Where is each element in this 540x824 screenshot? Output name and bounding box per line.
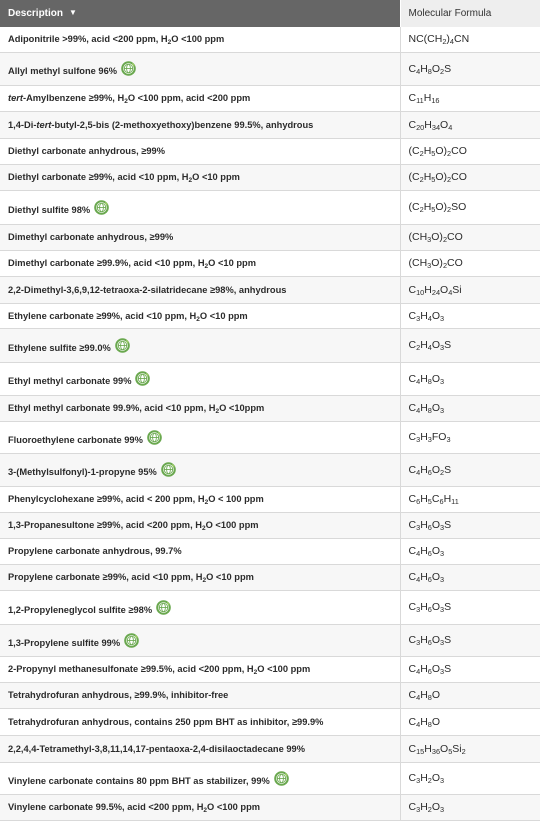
- table-row[interactable]: [0, 762, 540, 794]
- molecular-formula-text: $C_4H_6O_3S$: [408, 663, 452, 676]
- molecular-formula: [400, 708, 540, 735]
- table-row[interactable]: [0, 276, 540, 303]
- table-row[interactable]: [0, 421, 540, 453]
- molecular-formula-text: $C_3H_6O_3S$: [408, 601, 452, 614]
- product-description-text: Diethyl sulfite 98%: [8, 204, 91, 215]
- molecular-formula: [400, 762, 540, 794]
- molecular-formula-text: $C_6H_5C_6H_{11}$: [408, 493, 459, 506]
- table-row[interactable]: [0, 538, 540, 564]
- product-description-text: 2-Propynyl methanesulfonate ≥99.5%, acid <200 ppm, $H_2O <100$ ppm: [8, 664, 311, 676]
- table-row[interactable]: [0, 395, 540, 421]
- molecular-formula-text: $C_3H_4O_3$: [408, 309, 445, 323]
- product-description-text: Ethylene carbonate ≥99%, acid <10 ppm, $H_2O <10$ ppm: [8, 310, 248, 323]
- product-description-text: 3-(Methylsulfonyl)-1-propyne 95%: [8, 467, 157, 477]
- table-row[interactable]: [0, 624, 540, 656]
- product-description[interactable]: [0, 276, 400, 303]
- table-row[interactable]: [0, 512, 540, 538]
- molecular-formula-text: $(C_2H_5O)_2CO$: [408, 171, 467, 184]
- product-description[interactable]: [0, 512, 400, 538]
- product-description-text: 1,2-Propyleneglycol sulfite ≥98%: [8, 604, 153, 615]
- product-description[interactable]: [0, 224, 400, 250]
- green-alternative-globe-icon[interactable]: [134, 370, 151, 387]
- table-row[interactable]: [0, 794, 540, 820]
- molecular-formula-text: $C_4H_8O_3$: [408, 402, 445, 415]
- molecular-formula-text: $C_3H_6O_3S$: [408, 519, 452, 532]
- table-row[interactable]: [0, 190, 540, 224]
- column-header-description-label: Description: [8, 8, 64, 19]
- product-description[interactable]: [0, 395, 400, 421]
- product-description-text: Vinylene carbonate contains 80 ppm BHT as stabilizer, 99%: [8, 775, 270, 786]
- product-description[interactable]: [0, 164, 400, 190]
- molecular-formula-text: $C_4H_6O_3$: [408, 571, 445, 584]
- table-row[interactable]: [0, 682, 540, 708]
- product-description[interactable]: [0, 421, 400, 453]
- table-row[interactable]: [0, 735, 540, 762]
- table-header-row: [0, 0, 540, 27]
- molecular-formula: [400, 564, 540, 590]
- green-alternative-globe-icon[interactable]: [273, 770, 290, 787]
- molecular-formula-text: $C_{20}H_{34}O_4$: [408, 118, 453, 132]
- molecular-formula-text: $C_3H_3FO_3$: [408, 431, 451, 444]
- product-description[interactable]: [0, 735, 400, 762]
- molecular-formula-text: $C_4H_6O_3$: [408, 545, 445, 558]
- table-row[interactable]: [0, 250, 540, 276]
- molecular-formula-text: $C_4H_8O$: [408, 689, 441, 702]
- molecular-formula: [400, 453, 540, 486]
- table-row[interactable]: [0, 656, 540, 682]
- molecular-formula-text: $C_{15}H_{36}O_5Si_2$: [408, 742, 466, 756]
- product-description[interactable]: [0, 708, 400, 735]
- molecular-formula: [400, 111, 540, 138]
- molecular-formula-text: $C_4H_8O_3$: [408, 372, 445, 386]
- molecular-formula: [400, 362, 540, 395]
- table-row[interactable]: [0, 164, 540, 190]
- product-description[interactable]: [0, 52, 400, 85]
- table-row[interactable]: [0, 362, 540, 395]
- molecular-formula: [400, 27, 540, 52]
- molecular-formula-text: $C_3H_2O_3$: [408, 801, 445, 814]
- product-description-text: Tetrahydrofuran anhydrous, ≥99.9%, inhibitor-free: [8, 690, 229, 700]
- product-description-text: Dimethyl carbonate ≥99.9%, acid <10 ppm, $H_2O <10$ ppm: [8, 258, 256, 270]
- product-description-text: Ethyl methyl carbonate 99.9%, acid <10 ppm, $H_2O <10ppm$: [8, 403, 265, 415]
- molecular-formula: [400, 682, 540, 708]
- table-row[interactable]: [0, 138, 540, 164]
- molecular-formula-text: $(CH_3O)_2CO$: [408, 257, 463, 270]
- molecular-formula-text: $(C_2H_5O)_2CO$: [408, 145, 467, 158]
- molecular-formula: [400, 656, 540, 682]
- molecular-formula: [400, 590, 540, 624]
- molecular-formula-text: $C_3H_2O_3$: [408, 772, 445, 785]
- molecular-formula-text: $C_2H_4O_3S$: [408, 339, 452, 352]
- molecular-formula: [400, 224, 540, 250]
- column-header-formula[interactable]: [400, 0, 540, 27]
- molecular-formula: [400, 624, 540, 656]
- product-description[interactable]: [0, 362, 400, 395]
- molecular-formula-text: $C_4H_8O_2S$: [408, 62, 452, 76]
- product-description[interactable]: [0, 328, 400, 362]
- table-row[interactable]: [0, 564, 540, 590]
- green-alternative-globe-icon[interactable]: [160, 461, 177, 478]
- green-alternative-globe-icon[interactable]: [114, 337, 131, 354]
- product-description[interactable]: [0, 656, 400, 682]
- product-description[interactable]: [0, 138, 400, 164]
- table-row[interactable]: [0, 486, 540, 512]
- product-description-text: 2,2-Dimethyl-3,6,9,12-tetraoxa-2-silatridecane ≥98%, anhydrous: [8, 284, 287, 295]
- product-description-text: Allyl methyl sulfone 96%: [8, 66, 118, 76]
- molecular-formula: [400, 538, 540, 564]
- table-row[interactable]: [0, 85, 540, 111]
- product-description[interactable]: [0, 590, 400, 624]
- product-description[interactable]: [0, 27, 400, 52]
- molecular-formula-text: $C_4H_6O_2S$: [408, 463, 452, 477]
- table-row[interactable]: [0, 27, 540, 52]
- molecular-formula-text: $(C_2H_5O)_2SO$: [408, 201, 467, 214]
- product-description-text: Diethyl carbonate anhydrous, ≥99%: [8, 146, 165, 156]
- table-body: [0, 27, 540, 820]
- molecular-formula-text: $C_3H_6O_3S$: [408, 634, 452, 647]
- product-description-text: 1,4-Di-tert-butyl-2,5-bis (2-methoxyethoxy)benzene 99.5%, anhydrous: [8, 119, 314, 130]
- product-description-text: Phenylcyclohexane ≥99%, acid < 200 ppm, $H_2O < 100$ ppm: [8, 494, 264, 506]
- molecular-formula: [400, 164, 540, 190]
- product-description[interactable]: [0, 85, 400, 111]
- product-description[interactable]: [0, 250, 400, 276]
- product-description-text: tert-Amylbenzene ≥99%, $H_2O <100$ ppm, acid <200 ppm: [8, 93, 251, 105]
- product-description[interactable]: [0, 303, 400, 328]
- table-row[interactable]: [0, 328, 540, 362]
- product-description[interactable]: [0, 624, 400, 656]
- molecular-formula: [400, 512, 540, 538]
- table-row[interactable]: [0, 52, 540, 85]
- green-alternative-globe-icon[interactable]: [120, 60, 137, 77]
- table-row[interactable]: [0, 111, 540, 138]
- product-description-text: Vinylene carbonate 99.5%, acid <200 ppm, $H_2O <100$ ppm: [8, 802, 261, 814]
- product-description[interactable]: [0, 453, 400, 486]
- molecular-formula-text: $(CH_3O)_2CO$: [408, 231, 463, 244]
- molecular-formula: [400, 735, 540, 762]
- green-alternative-globe-icon[interactable]: [93, 199, 110, 216]
- product-description-text: Propylene carbonate anhydrous, 99.7%: [8, 546, 182, 556]
- product-description[interactable]: [0, 682, 400, 708]
- molecular-formula: [400, 190, 540, 224]
- molecular-formula-text: $C_{11}H_{16}$: [408, 92, 440, 105]
- product-description-text: Fluoroethylene carbonate 99%: [8, 434, 143, 445]
- product-description[interactable]: [0, 190, 400, 224]
- molecular-formula: [400, 250, 540, 276]
- table-row[interactable]: [0, 303, 540, 328]
- molecular-formula: [400, 276, 540, 303]
- sort-down-icon[interactable]: ▼: [69, 8, 77, 17]
- table-row[interactable]: [0, 590, 540, 624]
- product-description-text: Propylene carbonate ≥99%, acid <10 ppm, $H_2O <10$ ppm: [8, 572, 254, 584]
- green-alternative-globe-icon[interactable]: [155, 599, 172, 616]
- molecular-formula-text: $NC(CH_2)_4CN$: [408, 33, 470, 47]
- molecular-formula: [400, 52, 540, 85]
- product-description-text: Dimethyl carbonate anhydrous, ≥99%: [8, 232, 174, 242]
- product-description-text: Diethyl carbonate ≥99%, acid <10 ppm, $H_2O <10$ ppm: [8, 172, 240, 184]
- molecular-formula: [400, 421, 540, 453]
- product-description-text: Tetrahydrofuran anhydrous, contains 250 ppm BHT as inhibitor, ≥99.9%: [8, 716, 324, 727]
- product-description-text: Ethylene sulfite ≥99.0%: [8, 342, 111, 353]
- product-description-text: Ethyl methyl carbonate 99%: [8, 376, 132, 386]
- product-description[interactable]: [0, 486, 400, 512]
- molecular-formula: [400, 138, 540, 164]
- molecular-formula: [400, 486, 540, 512]
- product-description-text: 1,3-Propylene sulfite 99%: [8, 637, 121, 648]
- column-header-formula-label: Molecular Formula: [408, 8, 492, 19]
- product-description[interactable]: [0, 762, 400, 794]
- product-description-text: Adiponitrile >99%, acid <200 ppm, $H_2O <100$ ppm: [8, 34, 225, 47]
- product-description[interactable]: [0, 538, 400, 564]
- molecular-formula-text: $C_{10}H_{24}O_4Si$: [408, 283, 462, 297]
- table-row[interactable]: [0, 224, 540, 250]
- table-row[interactable]: [0, 708, 540, 735]
- molecular-formula: [400, 303, 540, 328]
- green-alternative-globe-icon[interactable]: [146, 429, 163, 446]
- column-header-description[interactable]: [0, 0, 400, 27]
- green-alternative-globe-icon[interactable]: [123, 632, 140, 649]
- molecular-formula: [400, 794, 540, 820]
- product-description-text: 2,2,4,4-Tetramethyl-3,8,11,14,17-pentaoxa-2,4-disilaoctadecane 99%: [8, 743, 305, 754]
- molecular-formula: [400, 85, 540, 111]
- molecular-formula-text: $C_4H_8O$: [408, 715, 441, 729]
- molecular-formula: [400, 328, 540, 362]
- table-row[interactable]: [0, 453, 540, 486]
- product-description[interactable]: [0, 794, 400, 820]
- molecular-formula: [400, 395, 540, 421]
- product-description[interactable]: [0, 564, 400, 590]
- product-description[interactable]: [0, 111, 400, 138]
- product-description-text: 1,3-Propanesultone ≥99%, acid <200 ppm, $H_2O <100$ ppm: [8, 520, 259, 532]
